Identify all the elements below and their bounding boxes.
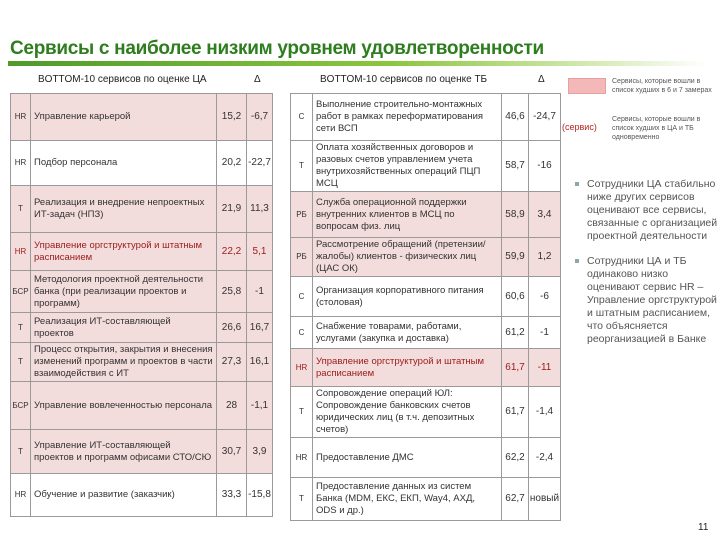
note-item: Сотрудники ЦА и ТБ одинаково низко оценивают сервис HR – Управление оргструктурой и штатным расписанием, что объясняется реорганизацией в Банке xyxy=(573,255,718,346)
service-category: БСР xyxy=(11,271,31,313)
delta-value: новый xyxy=(529,478,561,521)
service-category: T xyxy=(11,313,31,343)
note-item: Сотрудники ЦА стабильно ниже других сервисов оценивают все сервисы, связанные с организацией проектной деятельности xyxy=(573,178,718,243)
table-row xyxy=(11,233,273,271)
delta-value: -16 xyxy=(529,141,561,192)
table-row xyxy=(11,94,273,141)
delta-value: 3,4 xyxy=(529,192,561,238)
delta-value: -15,8 xyxy=(247,474,273,517)
left-table-header: BOTTOM-10 сервисов по оценке ЦА xyxy=(38,74,207,85)
service-category: РБ xyxy=(291,238,313,277)
score-value: 28 xyxy=(217,382,247,430)
service-category: T xyxy=(291,387,313,438)
score-value: 61,2 xyxy=(502,317,529,349)
score-value: 58,9 xyxy=(502,192,529,238)
table-row xyxy=(11,271,273,313)
score-value: 61,7 xyxy=(502,349,529,387)
service-category: C xyxy=(291,94,313,141)
service-category: T xyxy=(11,186,31,233)
service-name: Методология проектной деятельности банка (при реализации проектов и программ) xyxy=(31,271,217,313)
service-name: Реализация ИТ-составляющей проектов xyxy=(31,313,217,343)
delta-value: 5,1 xyxy=(247,233,273,271)
table-row xyxy=(11,430,273,474)
table-row xyxy=(291,277,561,317)
service-category: РБ xyxy=(291,192,313,238)
delta-value: -24,7 xyxy=(529,94,561,141)
table-row xyxy=(291,238,561,277)
table-row xyxy=(291,478,561,521)
service-name: Оплата хозяйственных договоров и разовых счетов управлением учета внутрихозяйственных операций ПЦП МСЦ xyxy=(313,141,502,192)
delta-value: 11,3 xyxy=(247,186,273,233)
service-name: Управление вовлеченностью персонала xyxy=(31,382,217,430)
delta-value: -6 xyxy=(529,277,561,317)
service-name: Управление карьерой xyxy=(31,94,217,141)
page-number: 11 xyxy=(698,522,709,533)
notes-list xyxy=(573,178,718,358)
service-category: C xyxy=(291,277,313,317)
delta-value: -6,7 xyxy=(247,94,273,141)
score-value: 46,6 xyxy=(502,94,529,141)
service-name: Организация корпоративного питания (столовая) xyxy=(313,277,502,317)
right-table-header: BOTTOM-10 сервисов по оценке ТБ xyxy=(320,74,488,85)
delta-value: -11 xyxy=(529,349,561,387)
score-value: 20,2 xyxy=(217,141,247,186)
service-category: HR xyxy=(11,474,31,517)
table-row xyxy=(291,349,561,387)
score-value: 26,6 xyxy=(217,313,247,343)
table-row xyxy=(291,94,561,141)
service-category: HR xyxy=(11,141,31,186)
delta-value: -1 xyxy=(529,317,561,349)
score-value: 15,2 xyxy=(217,94,247,141)
score-value: 33,3 xyxy=(217,474,247,517)
service-name: Управление оргструктурой и штатным расписанием xyxy=(313,349,502,387)
table-row xyxy=(11,186,273,233)
service-category: HR xyxy=(11,94,31,141)
service-name: Предоставление данных из систем Банка (MDM, ЕКС, ЕКП, Way4, АХД, ODS и др.) xyxy=(313,478,502,521)
table-row xyxy=(11,382,273,430)
service-category: T xyxy=(291,478,313,521)
service-name: Управление оргструктурой и штатным расписанием xyxy=(31,233,217,271)
service-name: Обучение и развитие (заказчик) xyxy=(31,474,217,517)
service-name: Снабжение товарами, работами, услугами (закупка и доставка) xyxy=(313,317,502,349)
title-divider xyxy=(8,61,708,66)
service-category: БСР xyxy=(11,382,31,430)
score-value: 59,9 xyxy=(502,238,529,277)
table-row xyxy=(11,313,273,343)
score-value: 21,9 xyxy=(217,186,247,233)
table-row xyxy=(291,438,561,478)
delta-value: -22,7 xyxy=(247,141,273,186)
delta-value: -1,1 xyxy=(247,382,273,430)
delta-value: 1,2 xyxy=(529,238,561,277)
delta-value: -2,4 xyxy=(529,438,561,478)
right-delta-header: Δ xyxy=(538,74,545,85)
legend-pink-swatch xyxy=(568,78,606,94)
score-value: 27,3 xyxy=(217,343,247,382)
score-value: 25,8 xyxy=(217,271,247,313)
table-row xyxy=(291,141,561,192)
score-value: 30,7 xyxy=(217,430,247,474)
service-category: HR xyxy=(291,349,313,387)
service-category: T xyxy=(291,141,313,192)
delta-value: 3,9 xyxy=(247,430,273,474)
score-value: 60,6 xyxy=(502,277,529,317)
delta-value: -1 xyxy=(247,271,273,313)
score-value: 58,7 xyxy=(502,141,529,192)
service-name: Служба операционной поддержки внутренних клиентов в МСЦ по вопросам физ. лиц xyxy=(313,192,502,238)
service-category: T xyxy=(11,430,31,474)
service-category: T xyxy=(11,343,31,382)
score-value: 61,7 xyxy=(502,387,529,438)
service-name: Процесс открытия, закрытия и внесения изменений программ и проектов в части взаимодействия с ИТ xyxy=(31,343,217,382)
service-name: Выполнение строительно-монтажных работ в рамках переформатирования сети ВСП xyxy=(313,94,502,141)
left-delta-header: Δ xyxy=(254,74,261,85)
table-row xyxy=(291,317,561,349)
service-name: Сопровождение операций ЮЛ: Сопровождение банковских счетов юридических лиц (в т.ч. депозитных счетов) xyxy=(313,387,502,438)
service-name: Управление ИТ-составляющей проектов и программ офисами СТО/СЮ xyxy=(31,430,217,474)
table-row xyxy=(11,141,273,186)
table-row xyxy=(291,192,561,238)
legend-red-text: Сервисы, которые вошли в список худших в ЦА и ТБ одновременно xyxy=(612,116,701,141)
table-row xyxy=(11,343,273,382)
service-name: Реализация и внедрение непроектных ИТ-задач (НПЗ) xyxy=(31,186,217,233)
table-row xyxy=(291,387,561,438)
legend-red-label: (сервис) xyxy=(562,122,597,132)
score-value: 62,7 xyxy=(502,478,529,521)
delta-value: 16,1 xyxy=(247,343,273,382)
service-name: Подбор персонала xyxy=(31,141,217,186)
service-name: Рассмотрение обращений (претензии/жалобы) клиентов - физических лиц (ЦАС ОК) xyxy=(313,238,502,277)
page-title: Сервисы с наиболее низким уровнем удовлетворенности xyxy=(10,38,544,59)
right-services-table xyxy=(290,93,561,521)
delta-value: -1,4 xyxy=(529,387,561,438)
service-category: HR xyxy=(11,233,31,271)
table-row xyxy=(11,474,273,517)
score-value: 22,2 xyxy=(217,233,247,271)
delta-value: 16,7 xyxy=(247,313,273,343)
left-services-table xyxy=(10,93,273,517)
service-category: C xyxy=(291,317,313,349)
score-value: 62,2 xyxy=(502,438,529,478)
legend-pink-text: Сервисы, которые вошли в список худших в 6 и 7 замерах xyxy=(612,78,712,94)
service-name: Предоставление ДМС xyxy=(313,438,502,478)
service-category: HR xyxy=(291,438,313,478)
